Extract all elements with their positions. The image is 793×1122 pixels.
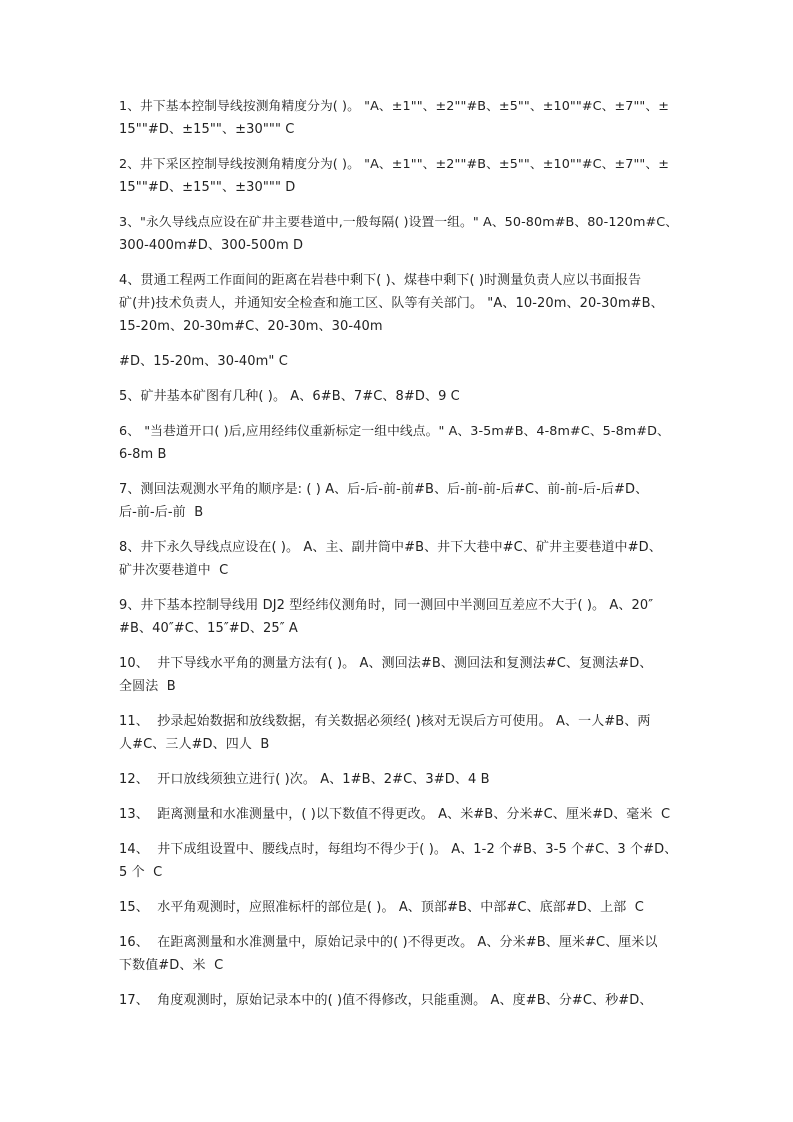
- question-paragraph: [119, 896, 679, 919]
- question-paragraph: [119, 989, 679, 1012]
- question-line: 12、 开口放线须独立进行( )次。 A、1#B、2#C、3#D、4 B: [119, 772, 490, 787]
- question-line: 3、"永久导线点应设在矿井主要巷道中,一般每隔( )设置一组。" A、50-80m#B、80-120m#C、: [119, 215, 679, 230]
- question-paragraph: [119, 153, 679, 199]
- question-line: 下数值#D、米 C: [119, 958, 224, 973]
- question-line: 7、测回法观测水平角的顺序是: ( ) A、后-后-前-前#B、后-前-前-后#C、前-前-后-后#D、: [119, 482, 649, 497]
- question-line: 4、贯通工程两工作面间的距离在岩巷中剩下( )、煤巷中剩下( )时测量负责人应以书面报告: [119, 273, 642, 288]
- question-line: 矿井次要巷道中 C: [119, 563, 229, 578]
- question-line: 5、矿井基本矿图有几种( )。 A、6#B、7#C、8#D、9 C: [119, 389, 460, 404]
- question-line: 5 个 C: [119, 865, 163, 880]
- question-paragraph: [119, 838, 679, 884]
- question-line: 16、 在距离测量和水准测量中，原始记录中的( )不得更改。 A、分米#B、厘米#C、厘米以: [119, 935, 658, 950]
- question-paragraph: [119, 95, 679, 141]
- question-paragraph: [119, 536, 679, 582]
- question-line: 300-400m#D、300-500m D: [119, 238, 304, 253]
- question-line: 6、 "当巷道开口( )后,应用经纬仪重新标定一组中线点。" A、3-5m#B、4-8m#C、5-8m#D、: [119, 424, 670, 439]
- question-line: 14、 井下成组设置中、腰线点时，每组均不得少于( )。 A、1-2 个#B、3-5 个#C、3 个#D、: [119, 842, 678, 857]
- question-paragraph: [119, 710, 679, 756]
- question-paragraph: [119, 420, 679, 466]
- question-line: 后-前-后-前 B: [119, 505, 204, 520]
- question-line: 11、 抄录起始数据和放线数据，有关数据必须经( )核对无误后方可使用。 A、一人#B、两: [119, 714, 651, 729]
- question-line: 8、井下永久导线点应设在( )。 A、主、副井筒中#B、井下大巷中#C、矿井主要巷道中#D、: [119, 540, 662, 555]
- question-paragraph: [119, 652, 679, 698]
- question-paragraph: [119, 594, 679, 640]
- question-line: 10、 井下导线水平角的测量方法有( )。 A、测回法#B、测回法和复测法#C、复测法#D、: [119, 656, 653, 671]
- question-line: 1、井下基本控制导线按测角精度分为( )。 "A、±1""、±2""#B、±5""、±10""#C、±7""、±: [119, 99, 670, 114]
- question-line: 人#C、三人#D、四人 B: [119, 737, 270, 752]
- question-line: 2、井下采区控制导线按测角精度分为( )。 "A、±1""、±2""#B、±5""、±10""#C、±7""、±: [119, 157, 670, 172]
- question-line: 17、 角度观测时，原始记录本中的( )值不得修改，只能重测。 A、度#B、分#C、秒#D、: [119, 993, 653, 1008]
- question-paragraph: [119, 350, 679, 373]
- document-body: [119, 95, 679, 1024]
- question-line: 15-20m、20-30m#C、20-30m、30-40m: [119, 319, 383, 334]
- question-line: 15""#D、±15""、±30""" D: [119, 180, 296, 195]
- question-paragraph: [119, 478, 679, 524]
- question-line: 13、 距离测量和水准测量中，( )以下数值不得更改。 A、米#B、分米#C、厘米#D、毫米 C: [119, 807, 671, 822]
- question-paragraph: [119, 931, 679, 977]
- question-paragraph: [119, 803, 679, 826]
- question-line: 矿(井)技术负责人，并通知安全检查和施工区、队等有关部门。 "A、10-20m、20-30m#B、: [119, 296, 664, 311]
- question-line: 15、 水平角观测时，应照准标杆的部位是( )。 A、顶部#B、中部#C、底部#D、上部 C: [119, 900, 644, 915]
- question-line: 6-8m B: [119, 447, 167, 462]
- question-paragraph: [119, 768, 679, 791]
- question-paragraph: [119, 269, 679, 338]
- question-line: 15""#D、±15""、±30""" C: [119, 122, 295, 137]
- question-paragraph: [119, 385, 679, 408]
- question-line: 全圆法 B: [119, 679, 176, 694]
- question-line: #B、40″#C、15″#D、25″ A: [119, 621, 298, 636]
- question-line: #D、15-20m、30-40m" C: [119, 354, 288, 369]
- question-line: 9、井下基本控制导线用 DJ2 型经纬仪测角时，同一测回中半测回互差应不大于( )。 A、20″: [119, 598, 654, 613]
- question-paragraph: [119, 211, 679, 257]
